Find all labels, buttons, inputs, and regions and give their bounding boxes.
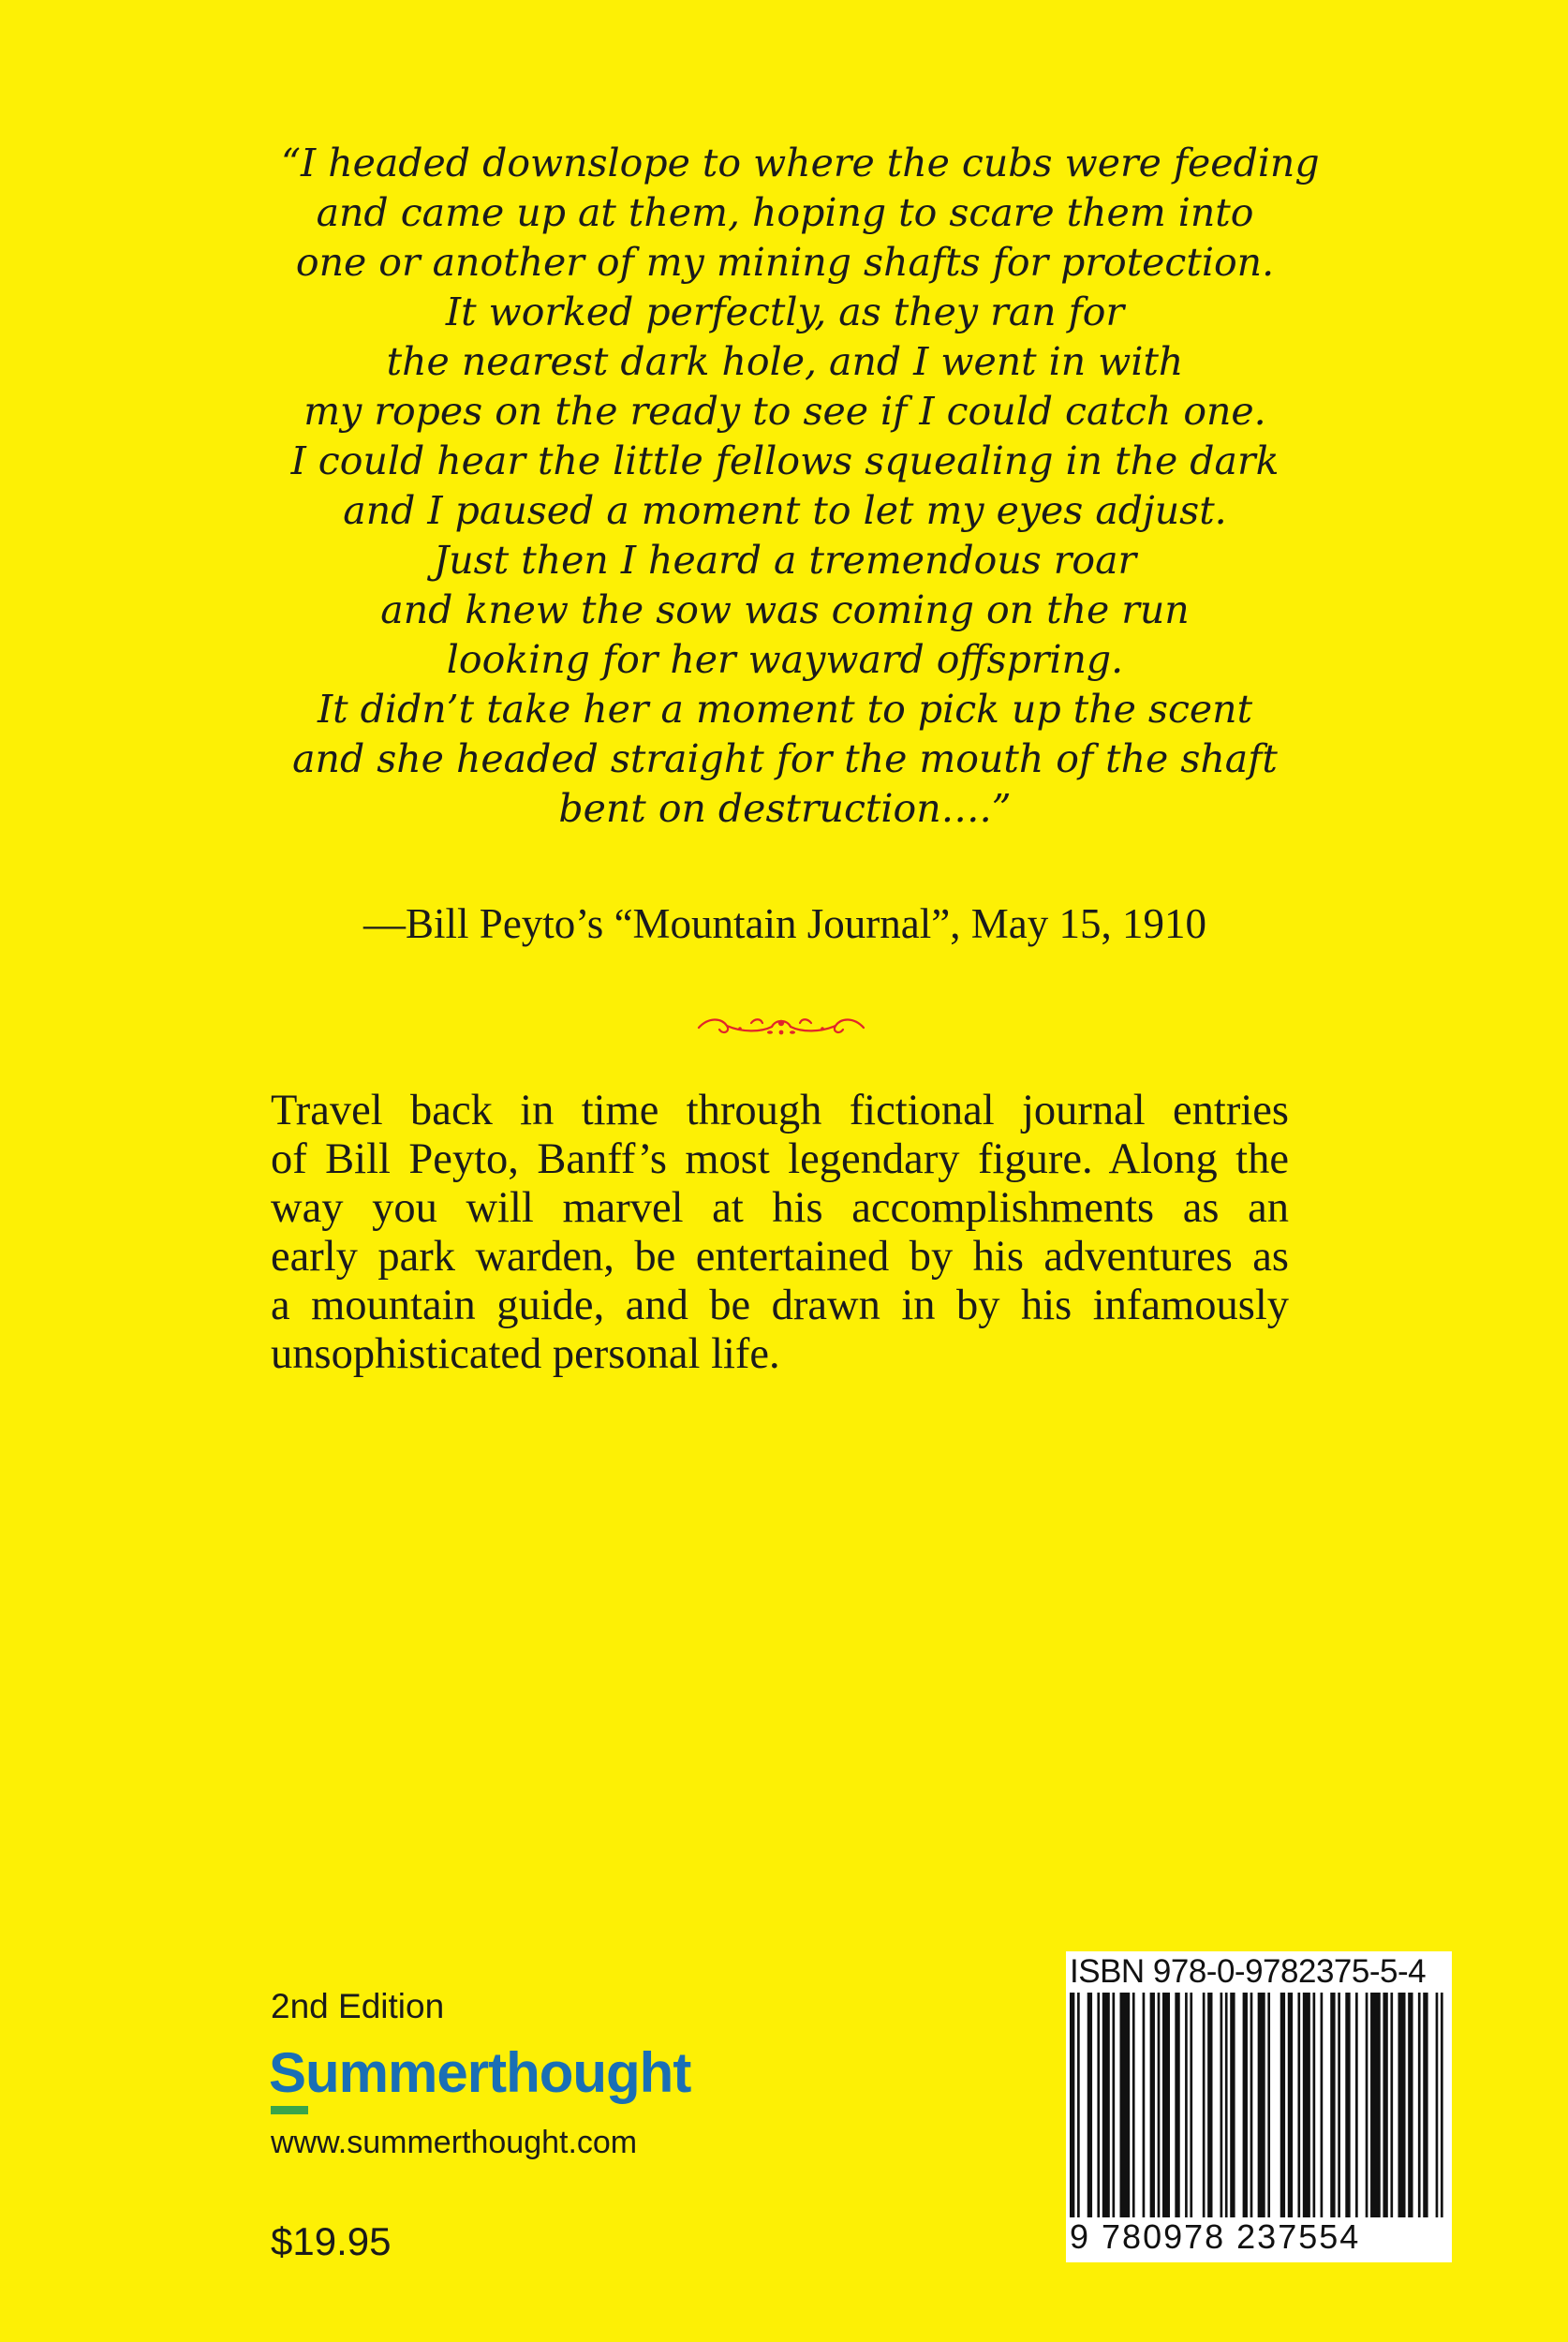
- barcode-bar: [1185, 1993, 1188, 2217]
- barcode-bar: [1225, 1993, 1228, 2217]
- isbn-barcode-block: [1066, 1951, 1452, 2262]
- edition-label: 2nd Edition: [271, 1987, 445, 2025]
- description-line: unsophisticated personal life.: [271, 1330, 780, 1378]
- barcode-digits: 9 780978 237554: [1070, 2217, 1361, 2256]
- quote-line: I could hear the little fellows squealing in the dark: [290, 438, 1280, 483]
- barcode-bar: [1175, 1993, 1179, 2217]
- barcode-bar: [1097, 1993, 1100, 2217]
- barcode-bar: [1280, 1993, 1285, 2217]
- barcode-bar: [1102, 1993, 1110, 2217]
- barcode-icon: [1070, 1993, 1448, 2217]
- description-line: early park warden, be entertained by his adventures as: [271, 1233, 1289, 1281]
- description-line: Travel back in time through fictional journal entries: [271, 1087, 1289, 1134]
- barcode-bar: [1070, 1993, 1074, 2217]
- description-line: a mountain guide, and be drawn in by his infamously: [271, 1282, 1289, 1329]
- barcode-bar: [1345, 1993, 1350, 2217]
- quote-line: Just then I heard a tremendous roar: [433, 538, 1137, 583]
- barcode-bar: [1120, 1993, 1131, 2217]
- barcode-bar: [1288, 1993, 1293, 2217]
- quote-line: and I paused a moment to let my eyes adjust.: [343, 488, 1227, 533]
- barcode-bar: [1190, 1993, 1192, 2217]
- barcode-bar: [1366, 1993, 1368, 2217]
- barcode-bar: [1303, 1993, 1310, 2217]
- barcode-bar: [1220, 1993, 1223, 2217]
- barcode-bar: [1313, 1993, 1316, 2217]
- barcode-bar: [1203, 1993, 1206, 2217]
- decorative-flourish-icon: [695, 1012, 867, 1040]
- barcode-bar: [1112, 1993, 1115, 2217]
- barcode-bar: [1398, 1993, 1405, 2217]
- quote-line: and knew the sow was coming on the run: [380, 587, 1190, 632]
- barcode-bar: [1383, 1993, 1387, 2217]
- barcode-bar: [1408, 1993, 1413, 2217]
- description-line: of Bill Peyto, Banff’s most legendary figure. Along the: [271, 1135, 1289, 1183]
- quote-line: looking for her wayward offspring.: [446, 637, 1124, 682]
- barcode-bar: [1230, 1993, 1235, 2217]
- barcode-bar: [1338, 1993, 1340, 2217]
- barcode-bar: [1077, 1993, 1080, 2217]
- quote-line: and came up at them, hoping to scare them into: [316, 190, 1254, 235]
- description-line: way you will marvel at his accomplishments as an: [271, 1184, 1289, 1232]
- barcode-bar: [1330, 1993, 1335, 2217]
- barcode-bar: [1158, 1993, 1161, 2217]
- barcode-bar: [1087, 1993, 1092, 2217]
- publisher-logo-accent: [271, 2106, 308, 2114]
- quote-line: my ropes on the ready to see if I could catch one.: [303, 389, 1266, 434]
- quote-line: the nearest dark hole, and I went in with: [386, 339, 1184, 384]
- barcode-bar: [1267, 1993, 1270, 2217]
- isbn-label: ISBN 978-0-9782375-5-4: [1070, 1953, 1427, 1990]
- barcode-bar: [1297, 1993, 1300, 2217]
- barcode-bar: [1150, 1993, 1155, 2217]
- publisher-website: www.summerthought.com: [271, 2125, 638, 2160]
- journal-quote: [281, 139, 1320, 834]
- quote-line: one or another of my mining shafts for protection.: [295, 240, 1275, 285]
- barcode-bar: [1355, 1993, 1358, 2217]
- barcode-bar: [1370, 1993, 1381, 2217]
- quote-line: It didn’t take her a moment to pick up the scent: [317, 687, 1253, 732]
- barcode-bar: [1132, 1993, 1135, 2217]
- barcode-bar: [1436, 1993, 1439, 2217]
- barcode-bar: [1250, 1993, 1253, 2217]
- quote-line: It worked perfectly, as they ran for: [445, 289, 1125, 334]
- barcode-bar: [1243, 1993, 1248, 2217]
- price-label: $19.95: [271, 2219, 392, 2263]
- barcode-bar: [1143, 1993, 1146, 2217]
- barcode-bar: [1258, 1993, 1265, 2217]
- barcode-bar: [1207, 1993, 1212, 2217]
- barcode-bar: [1441, 1993, 1443, 2217]
- quote-line: “I headed downslope to where the cubs were feeding: [281, 141, 1320, 185]
- barcode-bar: [1321, 1993, 1324, 2217]
- quote-line: and she headed straight for the mouth of the shaft: [292, 736, 1278, 781]
- quote-line: bent on destruction….”: [558, 786, 1012, 831]
- book-description: [271, 1087, 1289, 1379]
- barcode-bar: [1162, 1993, 1170, 2217]
- quote-attribution: —Bill Peyto’s “Mountain Journal”, May 15, 1910: [363, 900, 1206, 947]
- publisher-logo: Summerthought: [269, 2041, 691, 2104]
- barcode-bar: [1423, 1993, 1427, 2217]
- barcode-bar: [1418, 1993, 1421, 2217]
- barcode-bar: [1390, 1993, 1393, 2217]
